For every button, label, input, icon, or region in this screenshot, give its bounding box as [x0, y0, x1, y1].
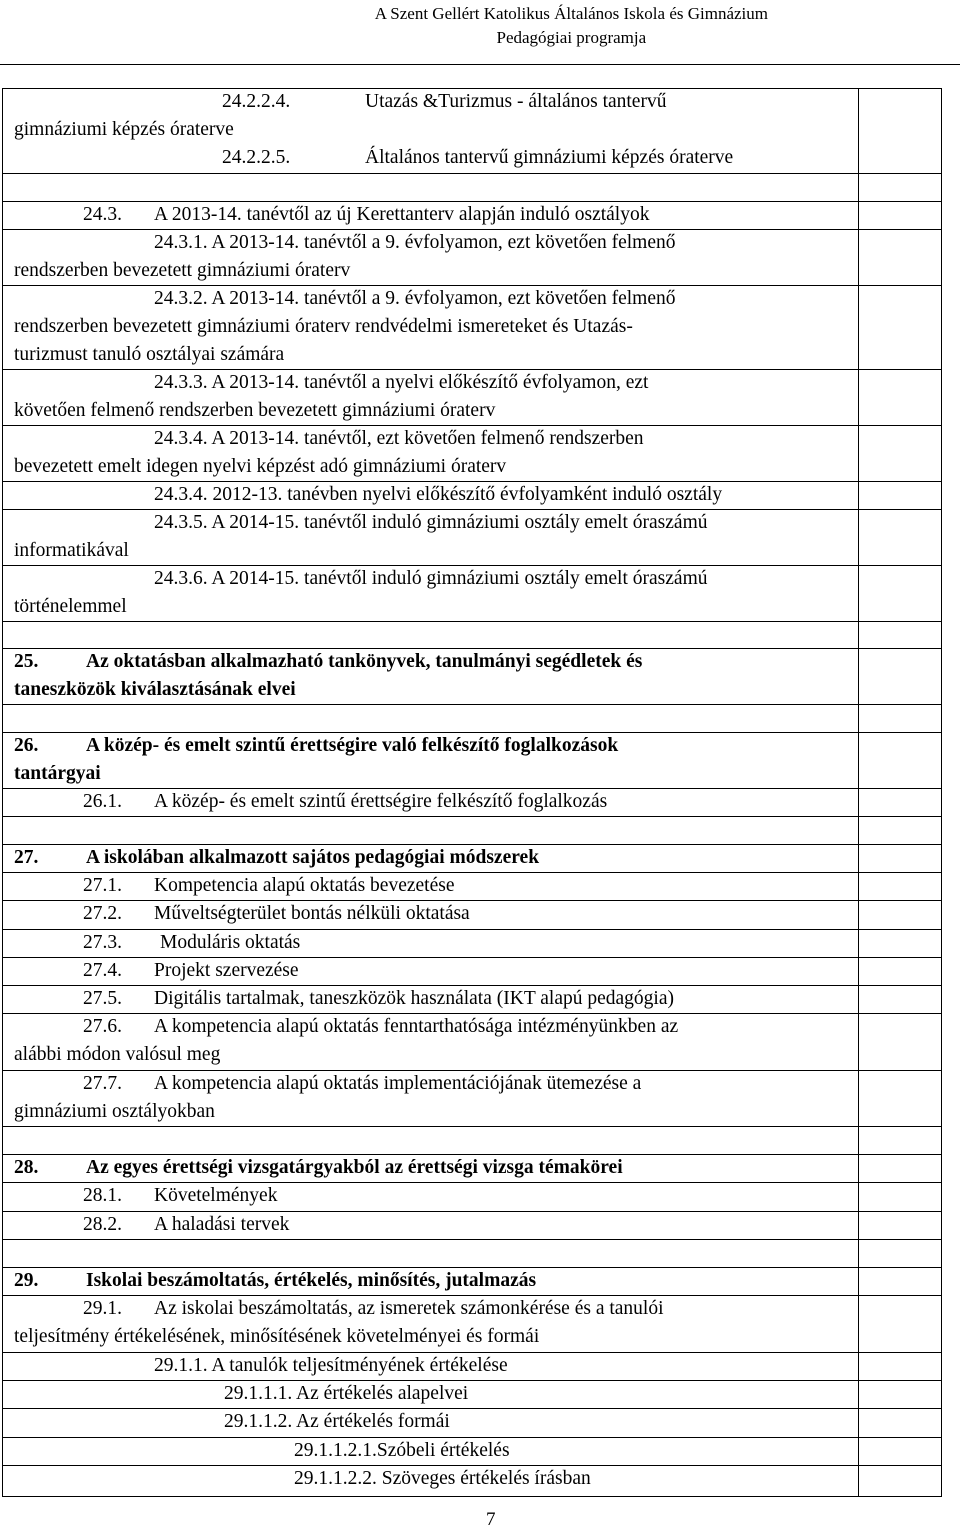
row-divider	[2, 1408, 942, 1409]
toc-number: 27.4.	[83, 960, 122, 981]
toc-title-cont: alábbi módon valósul meg	[14, 1044, 221, 1065]
toc-chapter-number: 27.	[14, 847, 39, 868]
toc-entry: 29.1.1.2.1.Szóbeli értékelés	[294, 1440, 510, 1461]
row-divider	[2, 1239, 942, 1240]
toc-chapter-title-cont: taneszközök kiválasztásának elvei	[14, 679, 296, 700]
toc-entry: 29.1.1.1. Az értékelés alapelvei	[224, 1383, 469, 1404]
row-divider	[2, 1211, 942, 1212]
row-divider	[2, 173, 942, 174]
toc-title-cont: követően felmenő rendszerben bevezetett gimnáziumi óraterv	[14, 400, 496, 421]
header-document-title: Pedagógiai programja	[496, 28, 647, 47]
toc-entry: 24.3.5. A 2014-15. tanévtől induló gimnáziumi osztály emelt óraszámú	[154, 512, 708, 533]
toc-number: 27.1.	[83, 875, 122, 896]
toc-title-cont: informatikával	[14, 540, 129, 561]
toc-title-cont: gimnáziumi képzés óraterve	[14, 119, 234, 140]
toc-chapter-title: Az oktatásban alkalmazható tankönyvek, tanulmányi segédletek és	[86, 651, 643, 672]
toc-number: 29.1.	[83, 1298, 122, 1319]
toc-title-cont: rendszerben bevezetett gimnáziumi óraterv rendvédelmi ismereteket és Utazás-	[14, 316, 633, 337]
toc-number: 26.1.	[83, 791, 122, 812]
row-divider	[2, 900, 942, 901]
toc-entry: 24.3.1. A 2013-14. tanévtől a 9. évfolyamon, ezt követően felmenő	[154, 232, 676, 253]
toc-entry: 24.3.4. A 2013-14. tanévtől, ezt követően felmenő rendszerben	[154, 428, 644, 449]
toc-entry: 24.3.3. A 2013-14. tanévtől a nyelvi előkészítő évfolyamon, ezt	[154, 372, 649, 393]
row-divider	[2, 704, 942, 705]
toc-title: Általános tantervű gimnáziumi képzés óraterve	[365, 147, 734, 168]
row-divider	[2, 1126, 942, 1127]
header-rule	[0, 64, 960, 65]
toc-title: A kompetencia alapú oktatás fenntarthatósága intézményünkben az	[154, 1016, 679, 1037]
toc-entry: 24.3.2. A 2013-14. tanévtől a 9. évfolyamon, ezt követően felmenő	[154, 288, 676, 309]
toc-chapter-title: Iskolai beszámoltatás, értékelés, minősítés, jutalmazás	[86, 1270, 537, 1291]
toc-title: A közép- és emelt szintű érettségire felkészítő foglalkozás	[154, 791, 608, 812]
toc-title: Műveltségterület bontás nélküli oktatása	[154, 903, 470, 924]
toc-chapter-number: 28.	[14, 1157, 39, 1178]
toc-entry: 29.1.1.2.2. Szöveges értékelés írásban	[294, 1468, 591, 1489]
page-number: 7	[486, 1509, 496, 1530]
toc-title-cont: történelemmel	[14, 596, 127, 617]
toc-number: 27.6.	[83, 1016, 122, 1037]
toc-chapter-title-cont: tantárgyai	[14, 763, 101, 784]
toc-title: A haladási tervek	[154, 1214, 290, 1235]
toc-title: A kompetencia alapú oktatás implementációjának ütemezése a	[154, 1073, 642, 1094]
toc-title-cont: bevezetett emelt idegen nyelvi képzést adó gimnáziumi óraterv	[14, 456, 507, 477]
toc-title: Kompetencia alapú oktatás bevezetése	[154, 875, 455, 896]
toc-chapter-title: A közép- és emelt szintű érettségire való felkészítő foglalkozások	[86, 735, 619, 756]
row-divider	[2, 957, 942, 958]
toc-chapter-title: A iskolában alkalmazott sajátos pedagógiai módszerek	[86, 847, 540, 868]
toc-number: 28.2.	[83, 1214, 122, 1235]
toc-number: 24.2.2.5.	[222, 147, 291, 168]
toc-title: A 2013-14. tanévtől az új Kerettanterv alapján induló osztályok	[154, 204, 650, 225]
toc-number: 27.2.	[83, 903, 122, 924]
toc-number: 24.3.	[83, 204, 122, 225]
toc-number: 24.2.2.4.	[222, 91, 291, 112]
toc-title: Moduláris oktatás	[160, 932, 301, 953]
toc-title: Digitális tartalmak, taneszközök használata (IKT alapú pedagógia)	[154, 988, 674, 1009]
toc-title-cont: gimnáziumi osztályokban	[14, 1101, 215, 1122]
toc-chapter-number: 25.	[14, 651, 39, 672]
toc-chapter-number: 26.	[14, 735, 39, 756]
row-divider	[2, 816, 942, 817]
toc-entry: 29.1.1.2. Az értékelés formái	[224, 1411, 450, 1432]
toc-title: Utazás &Turizmus - általános tantervű	[365, 91, 667, 112]
page-number-column-divider	[858, 88, 859, 1497]
toc-number: 27.7.	[83, 1073, 122, 1094]
row-divider	[2, 1380, 942, 1381]
toc-title-cont: turizmust tanuló osztályai számára	[14, 344, 285, 365]
toc-number: 28.1.	[83, 1185, 122, 1206]
toc-entry: 24.3.6. A 2014-15. tanévtől induló gimnáziumi osztály emelt óraszámú	[154, 568, 708, 589]
toc-entry: 29.1.1. A tanulók teljesítményének értékelése	[154, 1355, 508, 1376]
toc-title: Az iskolai beszámoltatás, az ismeretek számonkérése és a tanulói	[154, 1298, 664, 1319]
toc-title-cont: teljesítmény értékelésének, minősítésének követelményei és formái	[14, 1326, 540, 1347]
toc-number: 27.3.	[83, 932, 122, 953]
row-divider	[2, 1182, 942, 1183]
row-divider	[2, 929, 942, 930]
toc-title-cont: rendszerben bevezetett gimnáziumi óraterv	[14, 260, 351, 281]
toc-title: Követelmények	[154, 1185, 278, 1206]
row-divider	[2, 872, 942, 873]
header-school-name: A Szent Gellért Katolikus Általános Iskola és Gimnázium	[374, 4, 768, 23]
page-header	[375, 2, 768, 50]
toc-title: Projekt szervezése	[154, 960, 299, 981]
toc-number: 27.5.	[83, 988, 122, 1009]
toc-chapter-number: 29.	[14, 1270, 39, 1291]
row-divider	[2, 621, 942, 622]
toc-entry: 24.3.4. 2012-13. tanévben nyelvi előkészítő évfolyamként induló osztály	[154, 484, 723, 505]
toc-chapter-title: Az egyes érettségi vizsgatárgyakból az érettségi vizsga témakörei	[86, 1157, 623, 1178]
